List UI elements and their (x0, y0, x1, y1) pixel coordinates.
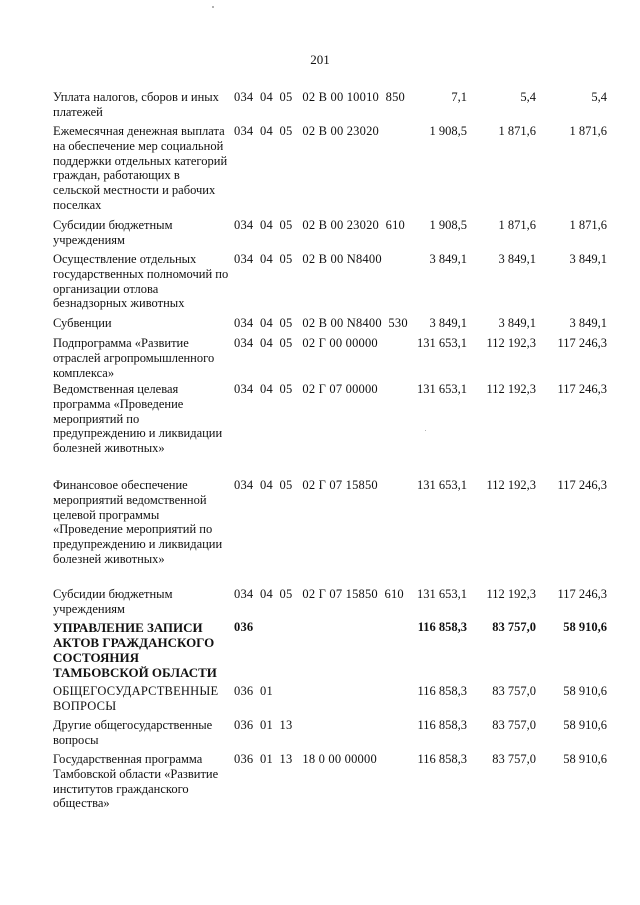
row-value-1: 131 653,1 (417, 382, 467, 396)
row-value-3: 117 246,3 (557, 478, 607, 492)
row-name: Государственная программа Тамбовской области «Развитие институтов гражданского общества» (53, 752, 219, 811)
row-value-3: 117 246,3 (557, 587, 607, 601)
row-value-1: 1 908,5 (429, 218, 467, 232)
row-value-1: 116 858,3 (417, 718, 467, 732)
row-code: 034 04 05 02 Г 07 15850 (234, 478, 378, 492)
row-code: 034 04 05 02 В 00 23020 610 (234, 218, 405, 232)
row-value-2: 112 192,3 (486, 336, 536, 350)
page-number: 201 (310, 52, 330, 67)
row-name: ОБЩЕГОСУДАРСТВЕННЫЕ ВОПРОСЫ (53, 684, 219, 713)
row-value-3: 58 910,6 (563, 684, 607, 698)
row-code: 034 04 05 02 Г 00 00000 (234, 336, 378, 350)
row-value-2: 5,4 (520, 90, 536, 104)
row-value-1: 116 858,3 (417, 620, 467, 634)
row-value-3: 58 910,6 (563, 718, 607, 732)
row-value-1: 116 858,3 (417, 752, 467, 766)
row-value-2: 112 192,3 (486, 478, 536, 492)
row-value-2: 3 849,1 (498, 316, 536, 330)
row-code: 036 01 13 (234, 718, 293, 732)
row-value-3: 58 910,6 (563, 620, 607, 634)
row-code: 036 01 13 18 0 00 00000 (234, 752, 377, 766)
row-value-2: 1 871,6 (498, 124, 536, 138)
row-value-3: 5,4 (591, 90, 607, 104)
row-value-1: 131 653,1 (417, 336, 467, 350)
row-value-1: 131 653,1 (417, 587, 467, 601)
row-name: Субвенции (53, 316, 112, 330)
row-value-3: 117 246,3 (557, 336, 607, 350)
scan-speck (212, 6, 214, 8)
row-code: 034 04 05 02 В 00 N8400 530 (234, 316, 408, 330)
row-value-2: 1 871,6 (498, 218, 536, 232)
row-value-2: 83 757,0 (492, 752, 536, 766)
row-value-1: 131 653,1 (417, 478, 467, 492)
row-name: Финансовое обеспечение мероприятий ведомственной целевой программы «Проведение мероприятий по предупреждению и ликвидации болезней животных» (53, 478, 223, 566)
row-value-1: 3 849,1 (429, 316, 467, 330)
row-code: 034 04 05 02 В 00 N8400 (234, 252, 382, 266)
row-value-2: 83 757,0 (492, 620, 536, 634)
row-code: 034 04 05 02 Г 07 15850 610 (234, 587, 404, 601)
row-value-2: 83 757,0 (492, 718, 536, 732)
row-value-2: 112 192,3 (486, 587, 536, 601)
row-value-3: 58 910,6 (563, 752, 607, 766)
row-code: 034 04 05 02 В 00 23020 (234, 124, 379, 138)
row-code: 034 04 05 02 В 00 10010 850 (234, 90, 405, 104)
row-value-2: 83 757,0 (492, 684, 536, 698)
row-name: Осуществление отдельных государственных полномочий по организации отлова безнадзорных животных (53, 252, 229, 311)
row-value-2: 3 849,1 (498, 252, 536, 266)
row-value-1: 3 849,1 (429, 252, 467, 266)
row-name: Ведомственная целевая программа «Проведение мероприятий по предупреждению и ликвидации болезней животных» (53, 382, 223, 456)
scan-speck (425, 430, 426, 431)
row-name: Подпрограмма «Развитие отраслей агропромышленного комплекса» (53, 336, 215, 380)
row-code: 036 01 (234, 684, 273, 698)
department-name: УПРАВЛЕНИЕ ЗАПИСИ АКТОВ ГРАЖДАНСКОГО СОСТОЯНИЯ ТАМБОВСКОЙ ОБЛАСТИ (53, 620, 217, 680)
row-value-3: 3 849,1 (569, 252, 607, 266)
row-value-3: 3 849,1 (569, 316, 607, 330)
row-name: Ежемесячная денежная выплата на обеспечение мер социальной поддержки отдельных категорий граждан, работающих в сельской местности и рабочих поселках (53, 124, 228, 212)
row-value-3: 117 246,3 (557, 382, 607, 396)
row-value-1: 116 858,3 (417, 684, 467, 698)
row-value-1: 7,1 (451, 90, 467, 104)
row-name: Субсидии бюджетным учреждениям (53, 587, 173, 616)
row-code: 034 04 05 02 Г 07 00000 (234, 382, 378, 396)
row-name: Другие общегосударственные вопросы (53, 718, 213, 747)
row-value-2: 112 192,3 (486, 382, 536, 396)
row-name: Уплата налогов, сборов и иных платежей (53, 90, 219, 119)
row-value-3: 1 871,6 (569, 124, 607, 138)
row-value-1: 1 908,5 (429, 124, 467, 138)
row-value-3: 1 871,6 (569, 218, 607, 232)
department-code: 036 (234, 620, 254, 634)
row-name: Субсидии бюджетным учреждениям (53, 218, 173, 247)
